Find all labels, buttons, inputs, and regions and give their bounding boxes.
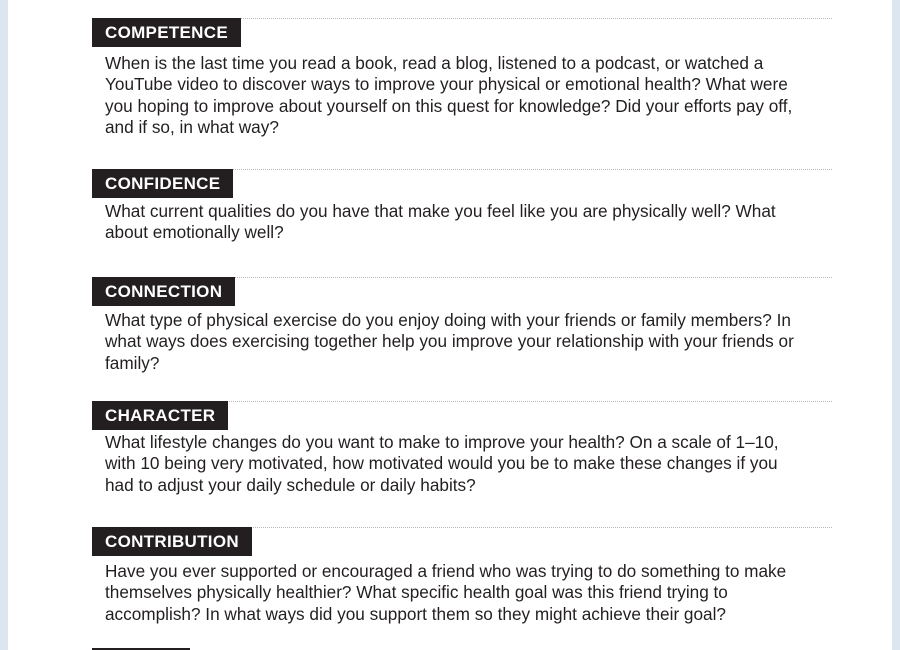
section-question: When is the last time you read a book, read a blog, listened to a podcast, or watched a YouTube video to discover ways to improve your physical or emotional health? What were you hoping to improve about yourself on this quest for knowledge? Did your efforts pay off, and if so, in what way?: [105, 53, 793, 137]
section-question: Have you ever supported or encouraged a friend who was trying to do something to make themselves physically healthier? What specific health goal was this friend trying to accomplish? In what ways did you support them so they might achieve their goal?: [105, 561, 787, 624]
section-label: CONFIDENCE: [92, 169, 233, 198]
section-question: What type of physical exercise do you enjoy doing with your friends or family members? In what ways does exercising together help you improve your relationship with your friends or family?: [105, 310, 794, 373]
section-label: CHARACTER: [92, 401, 228, 430]
section-label: CONNECTION: [92, 277, 235, 306]
section-question: What current qualities do you have that make you feel like you are physically well? What about emotionally well?: [105, 201, 776, 243]
worksheet-page: [8, 0, 892, 650]
section-label: CONTRIBUTION: [92, 527, 252, 556]
section-label: COMPETENCE: [92, 18, 241, 47]
section-question: What lifestyle changes do you want to make to improve your health? On a scale of 1–10, with 10 being very motivated, how motivated would you be to make these changes if you had to adjust your daily schedule or daily habits?: [105, 432, 779, 495]
